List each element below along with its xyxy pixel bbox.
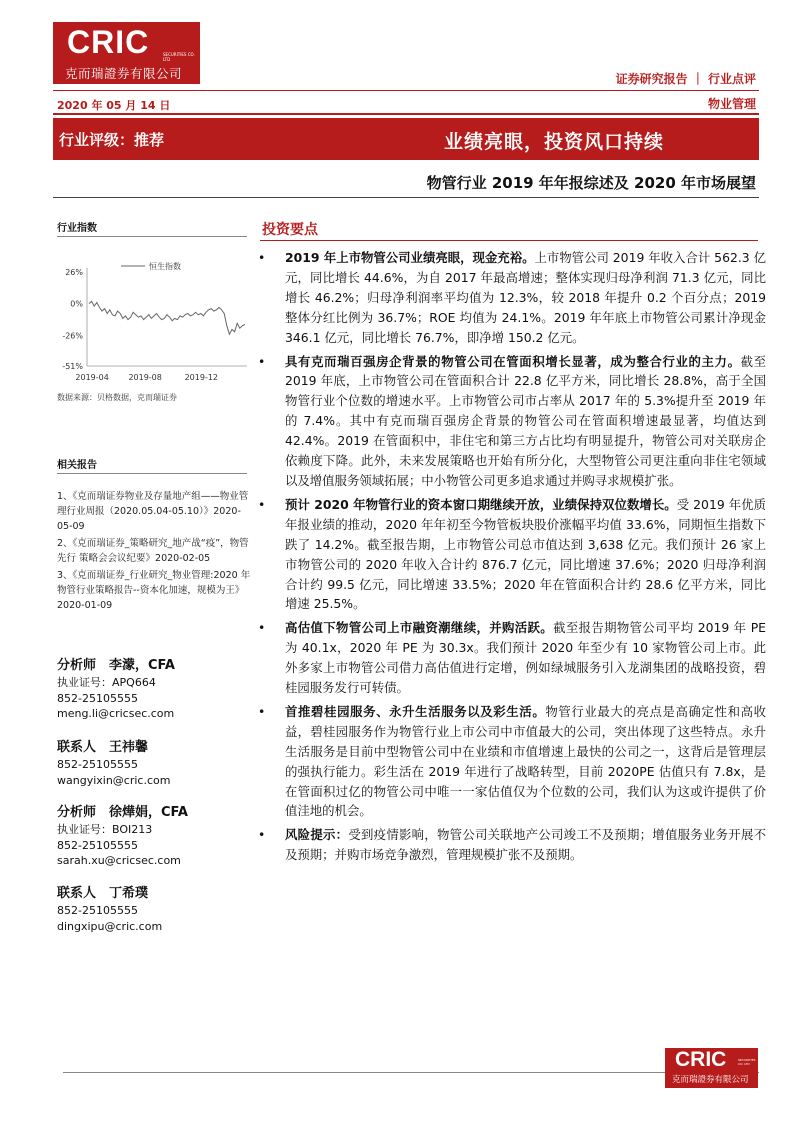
footer-divider (63, 1072, 759, 1073)
contact-line: 852-25105555 (57, 691, 138, 705)
contact-email[interactable]: sarah.xu@cricsec.com (57, 854, 181, 867)
report-date: 2020 年 05 月 14 日 (57, 99, 171, 112)
contact-line: 执业证号：APQ664 (57, 676, 156, 689)
bullet-lead: 预计 2020 年物管行业的资本窗口期继续开放，业绩保持双位数增长。 (285, 496, 677, 512)
header-divider (53, 90, 759, 91)
report-link[interactable]: 3、《克而瑞证券_行业研究_物业管理:2020 年物管行业策略报告--资本化加速，规模为王》2020-01-09 (57, 570, 251, 611)
index-chart-svg (55, 258, 250, 388)
y-tick-label: -51% (62, 362, 83, 371)
logo-subtext: SECURITIES CO. LTD (163, 52, 195, 62)
y-tick-label: 26% (65, 268, 83, 277)
x-tick-label: 2019-12 (184, 373, 219, 382)
x-tick-label: 2019-04 (75, 373, 109, 382)
contact-line: 执业证号：BOI213 (57, 823, 153, 836)
contact-name: 联系人 王祎馨 (57, 740, 149, 755)
report-type: 证券研究报告 ｜ 行业点评 (615, 72, 756, 86)
bullet-lead: 具有克而瑞百强房企背景的物管公司在管面积增长显著，成为整合行业的主力。 (285, 353, 741, 369)
bullet-lead: 风险提示： (285, 827, 349, 843)
contact-card (57, 656, 252, 722)
index-chart (55, 258, 250, 388)
bullet-text: 截至报告期物管公司平均 2019 年 PE 为 40.1x，2020 年 PE 为 30.3x。我们预计 2020 年至少有 10 家物管公司上市。此外多家上市物管公司借力高估值进行定增，例如绿城服务引入龙湖集团的战略投资，碧桂园服务发行可转债。 (285, 620, 767, 696)
y-tick-label: 0% (70, 299, 83, 309)
bullet-icon: • (258, 827, 266, 843)
company-logo (53, 22, 200, 84)
page-subtitle: 物管行业 2019 年年报综述及 2020 年市场展望 (426, 174, 756, 192)
list-item (258, 702, 766, 821)
key-points-divider (260, 240, 758, 241)
bullet-icon: • (258, 353, 266, 369)
contact-card (57, 884, 252, 934)
bullet-text: 截至 2019 年底，上市物管公司在管面积合计 22.8 亿平方米，同比增长 28.8%，高于全国物管行业个位数的增速水平。上市物管公司市占率从 2017 年的 5.3%提升至 2019 年的 7.4%。其中有克而瑞百强房企背景的物管公司在管面积增速最显著，均值达到 42.4%。2019 在管面积中，非住宅和第三方占比均有明显提升，物管公司对关联房企依赖度下降。此外，未来发展策略也开始有所分化，大型物管公司更注重向非住宅领域以及增值服务领域拓展；中小物管公司更多追求通过并购寻求规模扩张。 (285, 353, 767, 488)
contact-name: 分析师 徐燁娟，CFA (57, 805, 188, 820)
related-divider (57, 473, 247, 474)
contact-card (57, 803, 252, 869)
bullet-icon: • (258, 620, 266, 636)
bullet-text: 受 2019 年优质年报业绩的推动，2020 年年初至今物管板块股价涨幅平均值 33.6%，同期恒生指数下跌了 14.2%。截至报告期，上市物管公司总市值达到 3,638 亿元。我们预计 26 家上市物管公司的 2020 年收入合计约 876.7 亿元，同比增速 37.6%；2020 归母净利润合计约 99.5 亿元，同比增速 33.5%；2020 年在管面积合计约 28.6 亿平方米，同比增速 25.5%。 (285, 496, 766, 612)
bullet-text: 物管行业最大的亮点是高确定性和高收益，碧桂园服务作为物管行业上市公司中市值最大的公司，突出体现了这些特点。永升生活服务是目前中型物管公司中在业绩和市值增速上最快的公司之一，这背后是管理层的强执行能力。彩生活在 2019 年进行了战略转型，目前 2020PE 估值只有 7.8x，是在管面积过亿的物管公司中唯一一家估值仅为个位数的公司，我们认为这或许提供了价值洼地的机会。 (285, 703, 767, 819)
footer-logo (665, 1048, 758, 1088)
list-item (258, 248, 766, 348)
bullet-lead: 首推碧桂园服务、永升生活服务以及彩生活。 (285, 703, 546, 719)
y-tick-label: -26% (62, 331, 83, 341)
series-line (89, 301, 245, 334)
report-link[interactable]: 1、《克而瑞证券物业及存量地产组——物业管理行业周报（2020.05.04-05.10）》2020-05-09 (57, 491, 249, 532)
index-title: 行业指数 (57, 223, 97, 234)
bullet-text: 上市物管公司 2019 年收入合计 562.3 亿元，同比增长 44.6%，为自 2017 年最高增速；整体实现归母净利润 71.3 亿元，同比增长 46.2%；归母净利润率平均值为 12.3%，较 2018 年提升 0.2 个百分点；2019 整体分红比例为 36.7%；ROE 均值为 24.1%。2019 年年底上市物管公司累计净现金 346.1 亿元，同比增长 76.7%，即净增 150.2 亿元。 (285, 250, 766, 345)
contact-card (57, 738, 252, 788)
footer-logo-company-name: 克而瑞證券有限公司 (672, 1075, 749, 1085)
list-item (258, 618, 766, 698)
index-divider (57, 236, 247, 237)
footer-logo-text: CRIC (675, 1048, 727, 1071)
sector-label: 物业管理 (707, 97, 756, 111)
related-reports (57, 489, 252, 615)
list-item (258, 495, 766, 614)
subtitle-divider (53, 197, 759, 198)
logo-text: CRIC (67, 24, 150, 60)
bullet-icon: • (258, 496, 266, 512)
key-points-list (258, 248, 766, 869)
related-title: 相关报告 (57, 460, 97, 471)
contact-name: 分析师 李濛，CFA (57, 658, 175, 673)
page-title: 业绩亮眼，投资风口持续 (443, 131, 664, 153)
contact-email[interactable]: dingxipu@cric.com (57, 919, 163, 933)
chart-source: 数据来源：贝格数据，克而瑞证券 (57, 393, 177, 402)
legend-label: 恒生指数 (149, 262, 181, 271)
footer-logo-subtext: SECURITIES CO. LTD (738, 1058, 756, 1066)
bullet-icon: • (258, 703, 266, 719)
logo-company-name: 克而瑞證券有限公司 (65, 66, 183, 81)
report-link[interactable]: 2、《克而瑞证券_策略研究_地产战“疫”，物管先行 策略会会议纪要》2020-02-05 (57, 538, 249, 564)
title-banner (53, 118, 759, 160)
industry-rating: 行业评级：推荐 (59, 131, 165, 149)
list-item (258, 352, 766, 491)
bullet-lead: 高估值下物管公司上市融资潮继续，并购活跃。 (285, 620, 554, 636)
contact-line: 852-25105555 (57, 758, 138, 771)
contact-line: 852-25105555 (57, 838, 138, 852)
header-thick-divider (53, 113, 759, 115)
bullet-lead: 2019 年上市物管公司业绩亮眼，现金充裕。 (285, 250, 535, 265)
key-points-title: 投资要点 (262, 222, 318, 238)
x-tick-label: 2019-08 (128, 373, 162, 382)
contact-line: 852-25105555 (57, 904, 138, 917)
bullet-text: 受到疫情影响，物管公司关联地产公司竣工不及预期；增值服务业务开展不及预期；并购市场竞争激烈，管理规模扩张不及预期。 (285, 827, 767, 863)
contact-email[interactable]: wangyixin@cric.com (57, 773, 171, 787)
list-item (258, 825, 766, 865)
contact-name: 联系人 丁希璞 (57, 886, 149, 901)
contact-email[interactable]: meng.li@cricsec.com (57, 707, 175, 720)
bullet-icon: • (258, 250, 266, 265)
